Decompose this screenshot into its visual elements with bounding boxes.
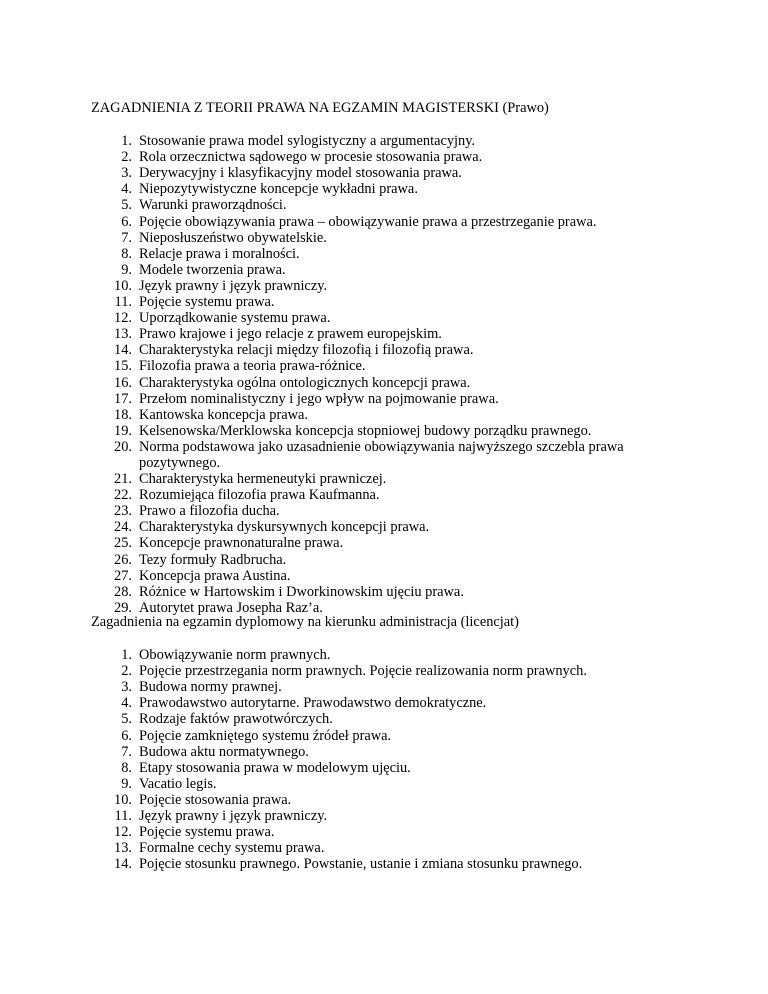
item-text: Prawodawstwo autorytarne. Prawodawstwo demokratyczne. [139, 695, 487, 712]
item-number: 23. [114, 503, 132, 520]
list-item [91, 278, 691, 294]
item-number: 18. [114, 406, 132, 423]
item-text: Różnice w Hartowskim i Dworkinowskim ujęciu prawa. [139, 583, 464, 600]
item-number: 12. [114, 824, 132, 841]
section-heading: Zagadnienia na egzamin dyplomowy na kierunku administracja (licencjat) [91, 614, 519, 630]
list-item [91, 230, 691, 246]
item-text: Warunki praworządności. [139, 197, 287, 214]
item-number: 15. [114, 358, 132, 375]
item-number: 16. [114, 374, 132, 391]
item-number: 1. [121, 647, 132, 664]
item-text: Norma podstawowa jako uzasadnienie obowiązywania najwyższego szczebla prawa pozytywnego. [139, 438, 624, 471]
list-item [91, 856, 691, 872]
item-number: 27. [114, 567, 132, 584]
item-text: Koncepcja prawa Austina. [139, 567, 291, 584]
item-text: Filozofia prawa a teoria prawa-różnice. [139, 358, 366, 375]
list-item [91, 679, 691, 695]
list-item [91, 824, 691, 840]
list-item [91, 487, 691, 503]
item-text: Przełom nominalistyczny i jego wpływ na pojmowanie prawa. [139, 390, 499, 407]
list-item [91, 792, 691, 808]
list-item [91, 711, 691, 727]
list-item [91, 262, 691, 278]
item-text: Vacatio legis. [139, 775, 217, 792]
item-text: Kantowska koncepcja prawa. [139, 406, 309, 423]
item-text: Pojęcie systemu prawa. [139, 824, 275, 841]
item-text: Kelsenowska/Merklowska koncepcja stopniowej budowy porządku prawnego. [139, 422, 592, 439]
list-item [91, 439, 691, 471]
list-item [91, 391, 691, 407]
item-number: 10. [114, 277, 132, 294]
item-number: 9. [121, 775, 132, 792]
item-number: 7. [121, 229, 132, 246]
item-number: 21. [114, 471, 132, 488]
list-item [91, 197, 691, 213]
list-item [91, 181, 691, 197]
section-magisterski [91, 100, 691, 616]
item-number: 26. [114, 551, 132, 568]
item-text: Pojęcie przestrzegania norm prawnych. Pojęcie realizowania norm prawnych. [139, 663, 587, 680]
item-number: 25. [114, 535, 132, 552]
list-item [91, 326, 691, 342]
item-text: Pojęcie stosunku prawnego. Powstanie, ustanie i zmiana stosunku prawnego. [139, 856, 583, 873]
list-item [91, 808, 691, 824]
item-number: 4. [121, 695, 132, 712]
item-text: Rola orzecznictwa sądowego w procesie stosowania prawa. [139, 149, 483, 166]
item-text: Tezy formuły Radbrucha. [139, 551, 287, 568]
list-item [91, 214, 691, 230]
item-text: Rodzaje faktów prawotwórczych. [139, 711, 333, 728]
item-text: Modele tworzenia prawa. [139, 261, 286, 278]
list-item [91, 776, 691, 792]
item-number: 11. [114, 808, 132, 825]
item-number: 13. [114, 840, 132, 857]
list-item [91, 519, 691, 535]
item-text: Charakterystyka dyskursywnych koncepcji prawa. [139, 519, 430, 536]
item-number: 2. [121, 149, 132, 166]
item-number: 28. [114, 583, 132, 600]
list-item [91, 568, 691, 584]
item-number: 4. [121, 181, 132, 198]
list-item [91, 760, 691, 776]
list-item [91, 375, 691, 391]
list-item [91, 165, 691, 181]
list-item [91, 503, 691, 519]
item-number: 17. [114, 390, 132, 407]
item-number: 5. [121, 197, 132, 214]
item-number: 1. [121, 133, 132, 150]
item-number: 9. [121, 261, 132, 278]
item-number: 14. [114, 856, 132, 873]
item-text: Formalne cechy systemu prawa. [139, 840, 325, 857]
item-text: Język prawny i język prawniczy. [139, 277, 328, 294]
item-number: 29. [114, 599, 132, 616]
list-item [91, 471, 691, 487]
item-number: 22. [114, 487, 132, 504]
item-number: 12. [114, 310, 132, 327]
section-licencjat [91, 614, 691, 872]
list-item [91, 358, 691, 374]
item-text: Pojęcie zamkniętego systemu źródeł prawa. [139, 727, 392, 744]
list-item [91, 744, 691, 760]
item-number: 7. [121, 743, 132, 760]
item-text: Prawo a filozofia ducha. [139, 503, 280, 520]
list-item [91, 407, 691, 423]
item-text: Język prawny i język prawniczy. [139, 808, 328, 825]
topic-list [91, 133, 691, 616]
item-number: 10. [114, 791, 132, 808]
item-text: Koncepcje prawnonaturalne prawa. [139, 535, 344, 552]
list-item [91, 695, 691, 711]
item-text: Niepozytywistyczne koncepcje wykładni prawa. [139, 181, 418, 198]
item-number: 2. [121, 663, 132, 680]
list-item [91, 663, 691, 679]
item-number: 19. [114, 422, 132, 439]
item-text: Pojęcie stosowania prawa. [139, 791, 292, 808]
item-text: Budowa normy prawnej. [139, 679, 282, 696]
item-text: Budowa aktu normatywnego. [139, 743, 309, 760]
topic-list [91, 647, 691, 872]
item-number: 24. [114, 519, 132, 536]
item-text: Derywacyjny i klasyfikacyjny model stosowania prawa. [139, 165, 462, 182]
item-number: 3. [121, 165, 132, 182]
item-text: Rozumiejąca filozofia prawa Kaufmanna. [139, 487, 380, 504]
item-number: 8. [121, 245, 132, 262]
list-item [91, 423, 691, 439]
item-text: Prawo krajowe i jego relacje z prawem europejskim. [139, 326, 442, 343]
item-text: Relacje prawa i moralności. [139, 245, 300, 262]
list-item [91, 840, 691, 856]
list-item [91, 728, 691, 744]
item-text: Charakterystyka relacji między filozofią i filozofią prawa. [139, 342, 474, 359]
item-text: Obowiązywanie norm prawnych. [139, 647, 331, 664]
item-text: Nieposłuszeństwo obywatelskie. [139, 229, 327, 246]
section-heading: ZAGADNIENIA Z TEORII PRAWA NA EGZAMIN MAGISTERSKI (Prawo) [91, 100, 549, 116]
item-number: 14. [114, 342, 132, 359]
list-item [91, 310, 691, 326]
item-text: Autorytet prawa Josepha Raz’a. [139, 599, 323, 616]
item-number: 6. [121, 213, 132, 230]
item-number: 8. [121, 759, 132, 776]
item-text: Pojęcie obowiązywania prawa – obowiązywanie prawa a przestrzeganie prawa. [139, 213, 597, 230]
item-text: Uporządkowanie systemu prawa. [139, 310, 331, 327]
list-item [91, 133, 691, 149]
item-number: 5. [121, 711, 132, 728]
item-number: 20. [114, 438, 132, 455]
item-number: 6. [121, 727, 132, 744]
item-text: Charakterystyka hermeneutyki prawniczej. [139, 471, 387, 488]
item-number: 3. [121, 679, 132, 696]
item-number: 11. [114, 294, 132, 311]
list-item [91, 342, 691, 358]
item-text: Etapy stosowania prawa w modelowym ujęciu. [139, 759, 411, 776]
list-item [91, 535, 691, 551]
list-item [91, 647, 691, 663]
list-item [91, 294, 691, 310]
list-item [91, 552, 691, 568]
item-number: 13. [114, 326, 132, 343]
item-text: Charakterystyka ogólna ontologicznych koncepcji prawa. [139, 374, 471, 391]
item-text: Stosowanie prawa model sylogistyczny a argumentacyjny. [139, 133, 476, 150]
list-item [91, 246, 691, 262]
item-text: Pojęcie systemu prawa. [139, 294, 275, 311]
list-item [91, 149, 691, 165]
list-item [91, 584, 691, 600]
